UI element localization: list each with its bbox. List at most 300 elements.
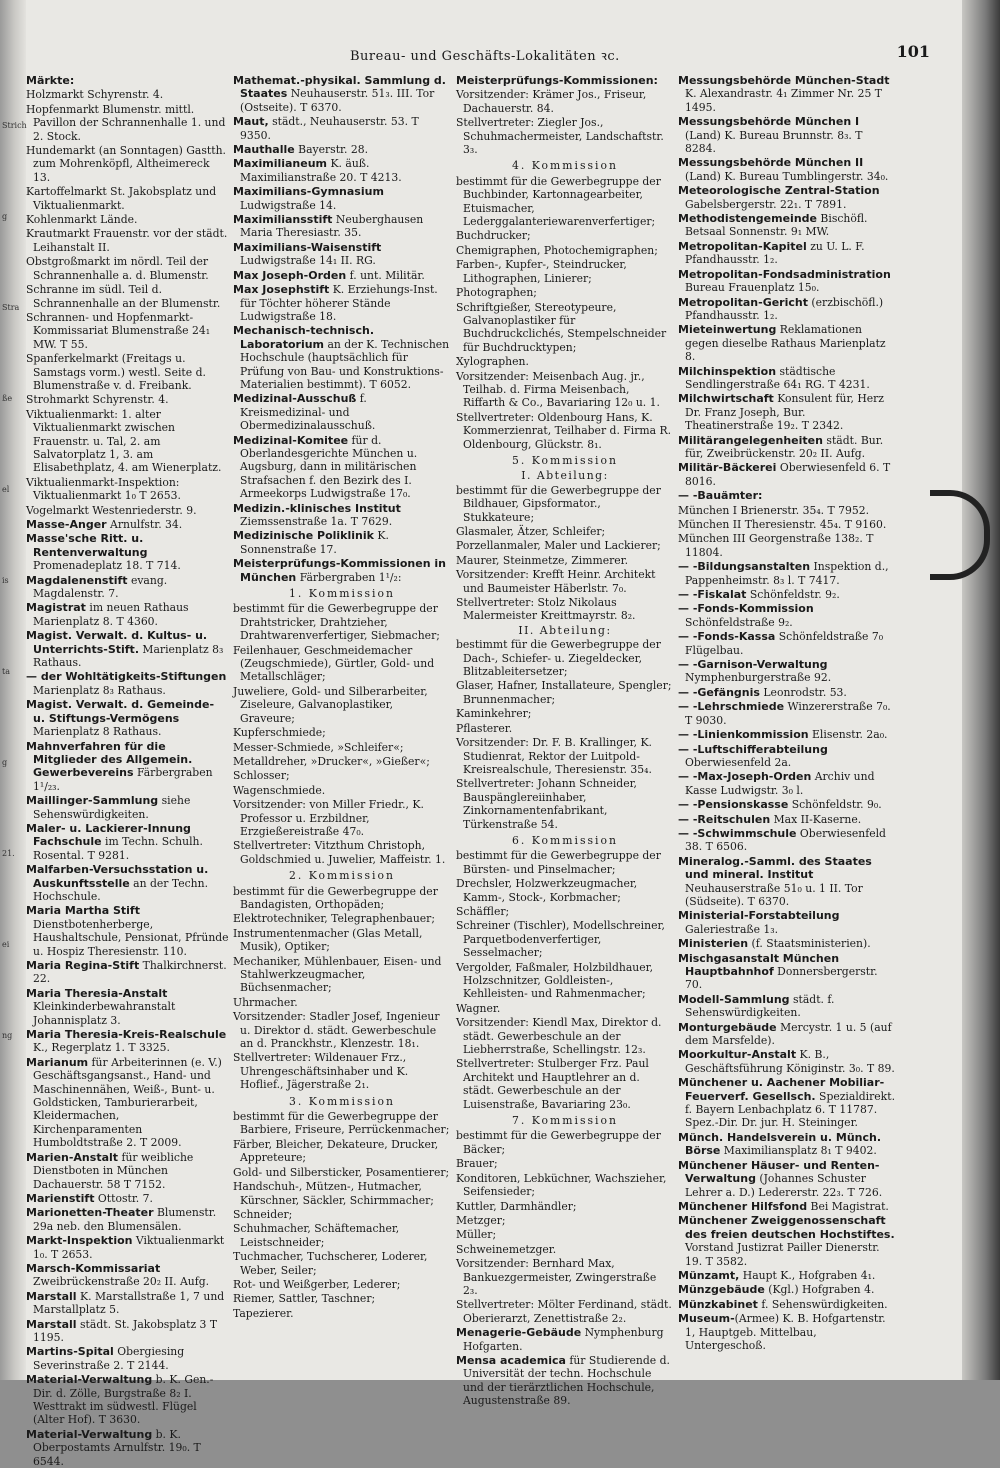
entry-text: Stellvertreter: Stulberger Frz. Paul Architekt und Hauptlehrer an d. städt. Gewerbeschule an der Luisenstraße, Bavariaring 23₀. <box>456 1057 649 1111</box>
entry-keyword: Material-Verwaltung <box>26 1373 153 1387</box>
entry-text: Winzererstraße 7₀. T 9030. <box>685 700 891 727</box>
entry-text: Bischöfl. Betsaal Sonnenstr. 9₁ MW. <box>685 212 868 239</box>
entry-keyword: Münchener u. Aachener Mobiliar-Feuerverf. Gesellsch. <box>678 1076 885 1103</box>
directory-entry <box>678 392 896 432</box>
entry-text: im Techn. Schulh. Rosental. T 9281. <box>33 835 203 862</box>
directory-entry <box>456 568 674 595</box>
entry-keyword: Medizin.-klinisches Institut <box>233 501 401 515</box>
directory-entry <box>26 1206 229 1233</box>
directory-entry <box>456 919 674 959</box>
directory-entry <box>26 283 229 310</box>
entry-keyword: Magdalenenstift <box>26 573 128 587</box>
entry-text: Mercystr. 1 u. 5 (auf dem Marsfelde). <box>685 1020 892 1048</box>
directory-entry <box>456 229 674 242</box>
directory-entry <box>456 175 674 229</box>
directory-entry <box>456 1016 674 1056</box>
directory-entry <box>456 244 674 257</box>
directory-entry <box>26 213 229 226</box>
section-heading: 4. Kommission <box>512 159 618 173</box>
entry-text: Galeriestraße 1₃. <box>685 922 779 936</box>
directory-entry <box>26 255 229 282</box>
directory-entry <box>456 1214 674 1227</box>
directory-entry <box>26 959 229 986</box>
entry-text: Arnulfstr. 34. <box>106 518 183 531</box>
entry-keyword: Mischgasanstalt München Hauptbahnhof <box>678 951 840 978</box>
directory-entry <box>26 88 229 101</box>
entry-text: Buchdrucker; <box>456 229 531 243</box>
entry-text: Maurer, Steinmetze, Zimmerer. <box>456 553 629 567</box>
directory-entry <box>678 74 896 114</box>
entry-text: Instrumentenmacher (Glas Metall, Musik), Optiker; <box>233 926 423 954</box>
entry-text: (Armee) K. B. Hofgartenstr. 1, Hauptgeb. Mittelbau, Untergeschoß. <box>685 1312 886 1352</box>
entry-text: Stellvertreter: Mölter Ferdinand, städt. Oberierarzt, Zenettistraße 2₂. <box>456 1298 672 1325</box>
directory-entry <box>233 502 451 529</box>
page-number: 101 <box>896 42 930 61</box>
entry-text: Schranne im südl. Teil d. Schrannenhalle an der Blumenstr. <box>26 283 221 310</box>
entry-text: (Land) K. Bureau Brunnstr. 8₃. T 8284. <box>685 128 863 156</box>
directory-entry <box>456 707 674 720</box>
entry-keyword: — -Fonds-Kommission <box>678 602 814 616</box>
entry-keyword: Marstall <box>26 1289 77 1303</box>
entry-text: K. Alexandrastr. 4₁ Zimmer Nr. 25 T 1495. <box>685 87 882 114</box>
directory-entry <box>233 392 451 432</box>
entry-keyword: Medizinal-Ausschuß <box>233 392 357 406</box>
entry-text: evang. Magdalenstr. 7. <box>33 573 168 601</box>
entry-text: bestimmt für die Gewerbegruppe der Bürsten- und Pinselmacher; <box>456 849 661 876</box>
directory-entry <box>678 1131 896 1158</box>
entry-text: Ziemssenstraße 1a. T 7629. <box>240 515 393 528</box>
directory-entry <box>26 311 229 351</box>
gutter-fragment: el <box>2 485 10 494</box>
directory-entry <box>233 324 451 391</box>
entry-text: Tuchmacher, Tuchscherer, Loderer, Weber, Seiler; <box>233 1250 428 1277</box>
entry-text: Elektrotechniker, Telegraphenbauer; <box>233 912 435 926</box>
entry-text: Drechsler, Holzwerkzeugmacher, Kamm-, Stock-, Korbmacher; <box>456 877 638 904</box>
directory-entry <box>456 1157 674 1170</box>
entry-text: f. Kreismedizinal- und Obermedizinalausschuß. <box>240 392 376 433</box>
entry-keyword: Maillinger-Sammlung <box>26 794 159 808</box>
directory-entry <box>26 740 229 794</box>
directory-entry <box>678 1076 896 1130</box>
entry-keyword: — -Schwimmschule <box>678 826 797 840</box>
section-heading: 5. Kommission <box>512 453 618 467</box>
entry-text: städt. St. Jakobsplatz 3 T 1195. <box>33 1317 218 1344</box>
directory-entry <box>233 1222 451 1249</box>
entry-keyword: Medizinal-Komitee <box>233 433 349 447</box>
entry-text: b. K. Gen.-Dir. d. Zölle, Burgstraße 8₂ I. Westtrakt im südwestl. Flügel (Alter Hof). T 3630. <box>33 1373 214 1427</box>
entry-text: Bureau Frauenplatz 15₀. <box>685 281 820 295</box>
directory-entry <box>26 518 229 531</box>
directory-entry <box>233 1180 451 1207</box>
directory-entry <box>233 839 451 866</box>
entry-text: Vorsitzender: Stadler Josef, Ingenieur u. Direktor d. städt. Gewerbeschule an d. Pranckhstr., Klenzestr. 18₁. <box>233 1010 440 1051</box>
directory-entry <box>678 1214 896 1268</box>
directory-entry <box>456 1257 674 1297</box>
entry-text: Stellvertreter: Vitzthum Christoph, Goldschmied u. Juwelier, Maffeistr. 1. <box>233 839 446 866</box>
entry-keyword: Max Josephstift <box>233 283 330 297</box>
entry-text: Stellvertreter: Wildenauer Frz., Uhrengeschäftsinhaber und K. Hoflief., Jägerstraße 2₁. <box>233 1051 409 1092</box>
directory-entry <box>26 1373 229 1427</box>
entry-text: für weibliche Dienstboten in München Dachauerstr. 58 T 7152. <box>33 1150 194 1191</box>
directory-entry <box>456 88 674 115</box>
entry-text: Schönfeldstraße 9₂. <box>685 615 793 629</box>
entry-keyword: Maximiliansstift <box>233 213 333 227</box>
entry-keyword: — -Bildungsanstalten <box>678 560 811 574</box>
entry-keyword: Münchener Häuser- und Renten-Verwaltung <box>678 1158 880 1186</box>
directory-entry <box>678 532 896 559</box>
entry-keyword: Metropolitan-Fondsadministration <box>678 267 891 281</box>
entry-keyword: Marstall <box>26 1317 77 1331</box>
entry-text: Färber, Bleicher, Dekateure, Drucker, Appreteure; <box>233 1137 439 1165</box>
entry-keyword: Museum- <box>678 1312 735 1326</box>
entry-text: Leonrodstr. 53. <box>759 685 847 699</box>
directory-entry <box>233 269 451 282</box>
directory-entry <box>26 629 229 669</box>
directory-entry <box>233 685 451 725</box>
directory-entry <box>456 961 674 1001</box>
directory-entry <box>456 1057 674 1111</box>
directory-entry <box>233 434 451 501</box>
directory-entry <box>233 644 451 684</box>
entry-text: Viktualienmarkt 1₀. T 2653. <box>33 1234 225 1261</box>
entry-keyword: Metropolitan-Gericht <box>678 295 808 309</box>
entry-keyword: Märkte: <box>26 74 75 87</box>
entry-keyword: Marienstift <box>26 1191 95 1205</box>
entry-text: Juweliere, Gold- und Silberarbeiter, Ziseleure, Galvanoplastiker, Graveure; <box>233 684 428 725</box>
directory-entry <box>233 955 451 995</box>
entry-text: f. Sehenswürdigkeiten. <box>757 1297 888 1311</box>
entry-text: Donnersbergerstr. 70. <box>685 965 878 992</box>
directory-entry <box>678 813 896 826</box>
entry-text: Spezialdirekt. f. Bayern Lenbachplatz 6. T 11787. Spez.-Dir. Dr. jur. H. Steininger. <box>685 1089 895 1130</box>
entry-keyword: Masse-Anger <box>26 518 107 531</box>
gutter-fragment: ta <box>2 667 10 676</box>
entry-text: Stellvertreter: Johann Schneider, Bauspänglereiinhaber, Zinkornamentenfabrikant, Türkenstraße 54. <box>456 777 637 831</box>
entry-keyword: Münzkabinet <box>678 1297 758 1311</box>
entry-text: Mechaniker, Mühlenbauer, Eisen- und Stahlwerkzeugmacher, Büchsenmacher; <box>233 954 442 995</box>
entry-text: Färbergraben 1¹/₂₃. <box>33 766 213 793</box>
directory-entry <box>26 1345 229 1372</box>
directory-entry <box>456 1002 674 1015</box>
directory-entry <box>678 909 896 936</box>
entry-keyword: Messungsbehörde München II <box>678 156 864 170</box>
directory-entry <box>26 904 229 958</box>
directory-entry <box>456 116 674 156</box>
entry-keyword: Militär-Bäckerei <box>678 461 777 475</box>
directory-entry <box>456 484 674 524</box>
entry-text: städtische Sendlingerstraße 64₁ RG. T 4231. <box>685 364 870 391</box>
entry-text: Schlosser; <box>233 769 290 783</box>
directory-entry <box>678 855 896 909</box>
directory-entry <box>26 227 229 254</box>
entry-keyword: — der Wohltätigkeits-Stiftungen <box>26 670 227 684</box>
directory-entry <box>678 827 896 854</box>
entry-text: Metalldreher, »Drucker«, »Gießer«; <box>233 754 430 768</box>
entry-keyword: Max Joseph-Orden <box>233 268 347 282</box>
directory-entry <box>233 157 451 184</box>
entry-text: Krautmarkt Frauenstr. vor der städt. Leihanstalt II. <box>26 227 228 254</box>
directory-entry <box>678 115 896 155</box>
subsection-heading: I. Abteilung: <box>521 469 609 483</box>
entry-keyword: Münchener Zweiggenossenschaft des freien deutschen Hochstiftes. <box>678 1214 895 1241</box>
directory-entry <box>456 411 674 451</box>
left-binding-gutter <box>0 0 26 1380</box>
entry-text: Vorsitzender: Meisenbach Aug. jr., Teilhab. d. Firma Meisenbach, Riffarth & Co., Bavariaring 12₀ u. 1. <box>456 369 660 410</box>
entry-text: an der Techn. Hochschule. <box>33 876 209 903</box>
entry-text: Stellvertreter: Ziegler Jos., Schuhmachermeister, Landschaftstr. 3₃. <box>456 116 664 157</box>
entry-keyword: Münzamt, <box>678 1268 740 1282</box>
directory-entry <box>233 143 451 156</box>
column-1 <box>26 74 229 1468</box>
directory-entry <box>456 722 674 735</box>
directory-entry <box>233 241 451 268</box>
directory-entry <box>26 1428 229 1468</box>
entry-text: Stellvertreter: Stolz Nikolaus Malermeister Kreittmayrstr. 8₂. <box>456 596 636 623</box>
entry-text: Messer-Schmiede, »Schleifer«; <box>233 740 404 754</box>
directory-entry <box>233 1010 451 1050</box>
directory-entry <box>456 596 674 623</box>
entry-text: Blumenstr. 29a neb. den Blumensälen. <box>33 1206 217 1233</box>
entry-keyword: Mathemat.-physikal. Sammlung d. Staates <box>233 74 446 101</box>
gutter-fragment: Stra <box>2 303 20 312</box>
directory-entry <box>233 769 451 782</box>
section-heading: 3. Kommission <box>289 1094 395 1108</box>
entry-text: Färbergraben 1¹/₂: <box>296 570 402 584</box>
entry-text: Metzger; <box>456 1213 506 1227</box>
entry-text: siehe Sehenswürdigkeiten. <box>33 794 191 821</box>
entry-text: Marienplatz 8₃ Rathaus. <box>33 683 166 697</box>
gutter-fragment: ng <box>2 1031 13 1040</box>
entry-keyword: Maler- u. Lackierer-Innung Fachschule <box>26 821 191 849</box>
entry-keyword: Masse'sche Ritt. u. Rentenverwaltung <box>26 532 148 559</box>
directory-entry <box>678 365 896 392</box>
directory-entry <box>233 726 451 739</box>
entry-text: für Arbeiterinnen (e. V.) Geschäftsgangsanst., Hand- und Maschinennähen, Weiß-, Bunt- u. Goldsticken, Tamburierarbeit, Kleidermachen, Kirchenparamenten Humboldtstraße 2. T 2009. <box>33 1055 222 1150</box>
right-page-edge <box>962 0 1000 1380</box>
directory-entry <box>678 323 896 363</box>
directory-entry <box>26 1318 229 1345</box>
entry-keyword: Ministerien <box>678 937 749 951</box>
entry-text: Konditoren, Lebküchner, Wachszieher, Seifensieder; <box>456 1171 667 1199</box>
entry-text: Pflasterer. <box>456 721 513 735</box>
directory-entry <box>678 156 896 183</box>
directory-entry <box>678 770 896 797</box>
entry-text: Chemigraphen, Photochemigraphen; <box>456 243 658 257</box>
entry-keyword: Material-Verwaltung <box>26 1427 153 1441</box>
entry-text: Handschuh-, Mützen-, Hutmacher, Kürschner, Säckler, Schirmmacher; <box>233 1180 434 1207</box>
entry-text: Vorsitzender: Dr. F. B. Krallinger, K. Studienrat, Rektor der Luitpold-Kreisrealschule, Theresienstr. 35₄. <box>456 736 652 776</box>
entry-text: Max II-Kaserne. <box>770 812 862 826</box>
directory-entry <box>456 877 674 904</box>
directory-entry <box>233 1307 451 1320</box>
entry-text: Hopfenmarkt Blumenstr. mittl. Pavillon der Schrannenhalle 1. und 2. Stock. <box>26 102 226 143</box>
directory-entry <box>678 602 896 629</box>
entry-text: Viktualienmarkt-Inspektion: Viktualienmarkt 1₀ T 2653. <box>26 475 181 503</box>
directory-entry <box>26 393 229 406</box>
directory-entry <box>678 937 896 950</box>
entry-text: Gabelsbergerstr. 22₁. T 7891. <box>685 197 847 211</box>
entry-keyword: Mechanisch-technisch. Laboratorium <box>233 324 374 351</box>
entry-keyword: — -Linienkommission <box>678 728 809 742</box>
directory-entry <box>678 952 896 992</box>
entry-keyword: Meteorologische Zentral-Station <box>678 184 880 198</box>
section-heading: 1. Kommission <box>289 587 395 601</box>
gutter-fragment: ei <box>2 940 10 949</box>
directory-entry <box>456 286 674 299</box>
entry-keyword: Menagerie-Gebäude <box>456 1326 582 1340</box>
entry-keyword: Ministerial-Forstabteilung <box>678 909 840 923</box>
directory-entry <box>233 927 451 954</box>
entry-text: Neuhauserstr. 51₃. III. Tor (Ostseite). T 6370. <box>240 87 435 114</box>
entry-keyword: Mauthalle <box>233 143 295 157</box>
entry-text: Promenadeplatz 18. T 714. <box>33 559 181 573</box>
entry-text: Porzellanmaler, Maler und Lackierer; <box>456 539 661 553</box>
entry-text: Zweibrückenstraße 20₂ II. Aufg. <box>33 1275 210 1289</box>
entry-text: bestimmt für die Gewerbegruppe der Dach-, Schiefer- u. Ziegeldecker, Blitzableitersetzer; <box>456 638 661 679</box>
directory-entry <box>678 658 896 685</box>
directory-entry <box>678 489 896 502</box>
entry-text: (Kgl.) Hofgraben 4. <box>764 1283 875 1297</box>
directory-entry <box>26 352 229 392</box>
entry-text: (f. Staatsministerien). <box>748 937 871 951</box>
directory-entry <box>26 74 229 87</box>
directory-entry <box>233 1250 451 1277</box>
directory-entry <box>233 1208 451 1221</box>
directory-entry <box>233 1110 451 1137</box>
entry-text: Vorsitzender: Kiendl Max, Direktor d. städt. Gewerbeschule an der Liebherrstraße, Schellingstr. 12₃. <box>456 1016 662 1057</box>
directory-entry <box>678 1312 896 1352</box>
directory-entry <box>456 1172 674 1199</box>
entry-text: Haupt K., Hofgraben 4₁. <box>739 1268 876 1282</box>
entry-text: Rot- und Weißgerber, Lederer; <box>233 1277 401 1291</box>
entry-text: Viktualienmarkt: 1. alter Viktualienmarkt zwischen Frauenstr. u. Tal, 2. am Salvatorplatz 1, 3. am Elisabethplatz, 4. am Wienerplatz. <box>26 407 222 475</box>
directory-entry <box>678 588 896 601</box>
entry-keyword: Moorkultur-Anstalt <box>678 1048 797 1062</box>
directory-entry <box>678 461 896 488</box>
entry-text: Gold- und Silbersticker, Posamentierer; <box>233 1165 450 1179</box>
entry-text: Schriftgießer, Stereotypeure, Galvanoplastiker für Buchdruckclichés, Stempelschneider für Buchdrucktypen; <box>456 300 667 354</box>
entry-text: München I Brienerstr. 35₄. T 7952. <box>678 503 870 517</box>
directory-entry <box>26 1262 229 1289</box>
directory-entry <box>456 355 674 368</box>
entry-keyword: Malfarben-Versuchsstation u. Auskunftsstelle <box>26 863 209 890</box>
directory-entry <box>678 518 896 531</box>
entry-text: Schneider; <box>233 1207 293 1221</box>
directory-entry <box>233 115 451 142</box>
directory-entry <box>456 539 674 552</box>
directory-entry <box>233 185 451 212</box>
directory-entry <box>233 1051 451 1091</box>
entry-text: Spanferkelmarkt (Freitags u. Samstags vorm.) westl. Seite d. Blumenstraße v. d. Freibank. <box>26 352 206 392</box>
entry-text: Neuberghausen Maria Theresiastr. 35. <box>240 213 424 240</box>
entry-keyword: Maria Theresia-Anstalt <box>26 986 168 1000</box>
entry-keyword: Messungsbehörde München I <box>678 115 860 129</box>
entry-text: Schönfeldstr. 9₂. <box>746 588 840 602</box>
directory-entry <box>678 1269 896 1282</box>
entry-text: Müller; <box>456 1228 497 1242</box>
directory-entry <box>456 638 674 678</box>
entry-text: Obergiesing Severinstraße 2. T 2144. <box>33 1345 185 1372</box>
entry-keyword: — -Fiskalat <box>678 588 747 602</box>
entry-text: Kaminkehrer; <box>456 707 532 721</box>
directory-entry <box>456 1243 674 1256</box>
directory-entry <box>456 849 674 876</box>
entry-text: Wagner. <box>456 1001 501 1015</box>
entry-keyword: Maria Martha Stift <box>26 904 140 918</box>
entry-text: Kleinkinderbewahranstalt Johannisplatz 3. <box>33 1000 176 1027</box>
entry-text: Marienplatz 8 Rathaus. <box>33 725 162 739</box>
entry-text: Tapezierer. <box>233 1306 294 1320</box>
entry-keyword: Marionetten-Theater <box>26 1206 154 1220</box>
entry-keyword: Magist. Verwalt. d. Gemeinde- u. Stiftungs-Vermögens <box>26 698 215 725</box>
directory-entry <box>26 863 229 903</box>
entry-text: (Land) K. Bureau Tumblingerstr. 34₀. <box>685 169 889 183</box>
entry-text: Thalkirchnerst. 22. <box>33 959 227 986</box>
directory-entry <box>26 670 229 697</box>
gutter-fragment: g <box>2 212 8 221</box>
directory-entry <box>678 296 896 323</box>
entry-keyword: Magist. Verwalt. d. Kultus- u. Unterrichts-Stift. <box>26 629 208 656</box>
directory-entry <box>678 1298 896 1311</box>
entry-text: im neuen Rathaus Marienplatz 8. T 4360. <box>33 601 189 628</box>
entry-text: Uhrmacher. <box>233 995 298 1009</box>
entry-text: (erzbischöfl.) Pfandhausstr. 1₂. <box>685 295 884 322</box>
entry-text: an der K. Technischen Hochschule (hauptsächlich für Prüfung von Bau- und Konstruktions-Materialien bestimmt). T 6052. <box>240 337 450 391</box>
entry-text: Feilenhauer, Geschmeidemacher (Zeugschmiede), Gürtler, Gold- und Metallschläger; <box>233 643 435 684</box>
running-head: Bureau- und Geschäfts-Lokalitäten ꝛc. <box>350 49 620 64</box>
directory-entry <box>678 743 896 770</box>
directory-entry <box>678 268 896 295</box>
entry-keyword: Martins-Spital <box>26 1345 114 1359</box>
entry-keyword: Mahnverfahren für die Mitglieder des Allgemein. Gewerbevereins <box>26 739 193 780</box>
entry-text: Farben-, Kupfer-, Steindrucker, Lithographen, Linierer; <box>456 258 627 285</box>
entry-text: Schönfeldstraße 7₀ Flügelbau. <box>685 630 884 657</box>
directory-entry <box>233 283 451 323</box>
entry-keyword: — -Gefängnis <box>678 685 760 699</box>
entry-text: Inspektion d., Pappenheimstr. 8₃ l. T 7417. <box>685 560 889 587</box>
directory-entry <box>233 213 451 240</box>
entry-keyword: — -Max-Joseph-Orden <box>678 770 812 784</box>
entry-text: Oberwiesenfeld 38. T 6506. <box>685 826 886 854</box>
entry-keyword: Maut, <box>233 115 269 129</box>
entry-text: Schuhmacher, Schäftemacher, Leistschneider; <box>233 1222 400 1249</box>
entry-text: Kupferschmiede; <box>233 726 326 740</box>
directory-entry <box>678 1159 896 1199</box>
entry-text: München III Georgenstraße 138₂. T 11804. <box>678 532 874 559</box>
column-4 <box>678 74 896 1364</box>
section-heading: 7. Kommission <box>512 1114 618 1128</box>
directory-entry <box>456 1354 674 1408</box>
entry-text: Oberwiesenfeld 2a. <box>685 755 792 769</box>
entry-keyword: Marien-Anstalt <box>26 1150 119 1164</box>
entry-text: Bayerstr. 28. <box>294 143 369 157</box>
gutter-fragment: 21. <box>2 849 15 858</box>
directory-entry <box>456 905 674 918</box>
directory-entry <box>233 755 451 768</box>
entry-text: Nymphenburgerstraße 92. <box>685 671 832 685</box>
entry-text: Vorsitzender: Krämer Jos., Friseur, Dachauerstr. 84. <box>456 88 647 115</box>
entry-keyword: — -Garnison-Verwaltung <box>678 658 828 672</box>
entry-text: Neuhauserstraße 51₀ u. 1 II. Tor (Südseite). T 6370. <box>685 881 863 908</box>
entry-text: K. Sonnenstraße 17. <box>240 529 389 556</box>
entry-text: Kartoffelmarkt St. Jakobsplatz und Viktualienmarkt. <box>26 185 217 212</box>
directory-entry <box>233 912 451 925</box>
gutter-fragment: Strich <box>2 121 27 130</box>
directory-entry <box>26 504 229 517</box>
directory-entry <box>678 1048 896 1075</box>
directory-entry <box>678 1283 896 1296</box>
entry-text: bestimmt für die Gewerbegruppe der Barbiere, Friseure, Perrückenmacher; <box>233 1110 450 1137</box>
